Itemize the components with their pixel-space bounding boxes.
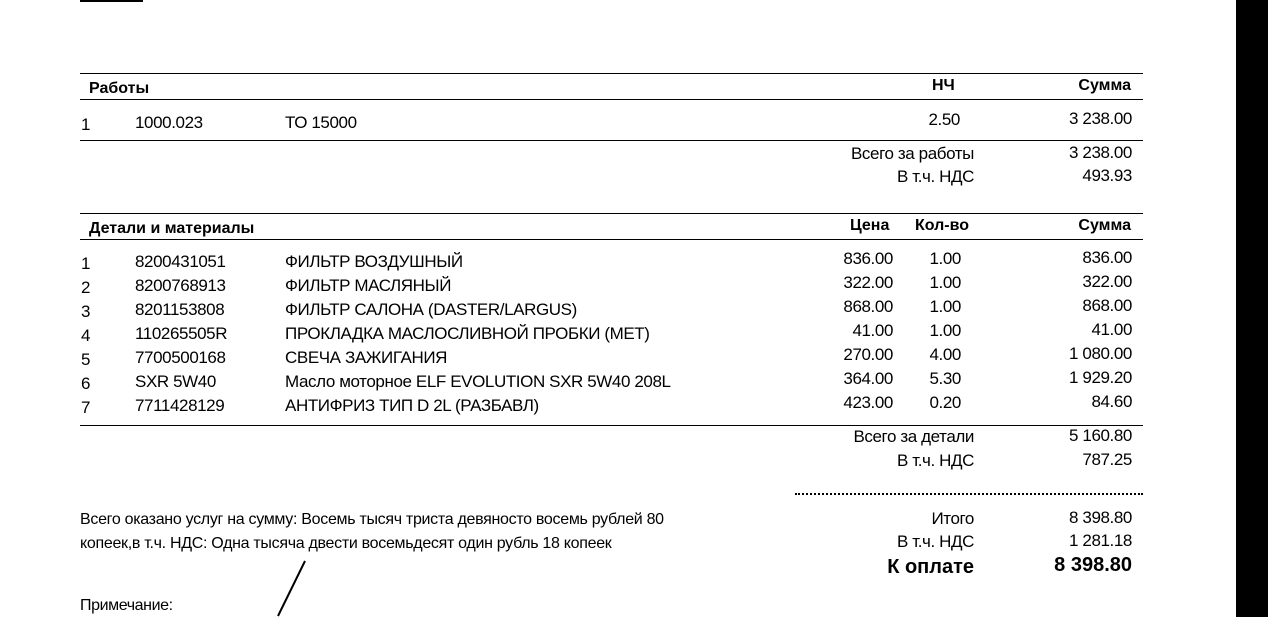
parts-total-value: 5 160.80 [1069, 426, 1132, 445]
works-row-code: 1000.023 [135, 113, 203, 132]
parts-row-number: 3 [81, 302, 91, 321]
parts-row-name: ФИЛЬТР САЛОНА (DASTER/LARGUS) [285, 300, 577, 319]
parts-row-number: 5 [81, 350, 91, 369]
parts-row-qty: 1.00 [929, 249, 961, 268]
works-section-label: Работы [89, 80, 150, 97]
parts-header-rule [80, 239, 1143, 240]
parts-top-rule [80, 213, 1143, 214]
parts-row-qty: 1.00 [929, 321, 961, 340]
parts-row-qty: 1.00 [929, 297, 961, 316]
works-vat-value: 493.93 [1082, 166, 1132, 185]
parts-row-name: ФИЛЬТР МАСЛЯНЫЙ [285, 276, 452, 295]
parts-row-qty: 5.30 [929, 369, 961, 388]
signature-stroke [270, 558, 310, 617]
parts-row-number: 1 [81, 254, 91, 273]
works-total-label: Всего за работы [850, 144, 974, 163]
parts-row-qty: 4.00 [929, 345, 961, 364]
parts-row-price: 423.00 [843, 393, 893, 412]
parts-row-number: 6 [81, 374, 91, 393]
parts-row-price: 364.00 [843, 369, 893, 388]
parts-row-sum: 41.00 [1091, 320, 1132, 339]
scan-edge-bar [1236, 0, 1268, 617]
amount-in-words-line2: копеек,в т.ч. НДС: Одна тысяча двести восемьдесят один рубль 18 копеек [80, 535, 612, 552]
parts-row-code: 8200431051 [135, 252, 226, 271]
summary-vat-label: В т.ч. НДС [896, 532, 974, 551]
parts-row-name: ПРОКЛАДКА МАСЛОСЛИВНОЙ ПРОБКИ (МЕТ) [285, 324, 650, 343]
parts-col-qty: Кол-во [915, 217, 970, 234]
parts-col-price: Цена [850, 217, 890, 234]
parts-row-name: СВЕЧА ЗАЖИГАНИЯ [285, 348, 448, 367]
parts-row-sum: 868.00 [1082, 296, 1132, 315]
parts-col-sum: Сумма [1078, 217, 1131, 234]
parts-row-code: 8200768913 [135, 276, 226, 295]
parts-row-price: 836.00 [843, 249, 893, 268]
parts-row-code: 7711428129 [135, 396, 225, 415]
parts-row-qty: 1.00 [929, 273, 961, 292]
parts-row-code: SXR 5W40 [135, 372, 216, 391]
parts-row-price: 41.00 [852, 321, 893, 340]
parts-row-number: 7 [81, 398, 91, 417]
parts-row-price: 868.00 [843, 297, 893, 316]
parts-vat-label: В т.ч. НДС [896, 451, 974, 470]
itogo-label: Итого [931, 509, 974, 528]
summary-vat-value: 1 281.18 [1069, 531, 1132, 550]
works-row-hours: 2.50 [928, 110, 960, 129]
parts-section-label: Детали и материалы [89, 220, 255, 237]
to-pay-value: 8 398.80 [1054, 554, 1132, 576]
works-total-value: 3 238.00 [1069, 143, 1132, 162]
parts-row-number: 2 [81, 278, 91, 297]
parts-row-sum: 322.00 [1082, 272, 1132, 291]
works-top-rule [80, 73, 1143, 74]
works-row-sum: 3 238.00 [1069, 109, 1132, 128]
summary-dotted-rule [795, 493, 1143, 495]
parts-row-price: 322.00 [843, 273, 893, 292]
works-header-rule [80, 99, 1143, 100]
parts-row-name: Масло моторное ELF EVOLUTION SXR 5W40 208L [285, 372, 671, 391]
parts-row-code: 110265505R [135, 324, 228, 343]
note-label: Примечание: [80, 597, 173, 614]
works-row-number: 1 [81, 115, 91, 134]
works-row-name: ТО 15000 [285, 113, 357, 132]
parts-vat-value: 787.25 [1082, 450, 1132, 469]
works-vat-label: В т.ч. НДС [896, 167, 974, 186]
top-corner-rule [80, 0, 143, 2]
parts-total-label: Всего за детали [853, 427, 974, 446]
to-pay-label: К оплате [887, 556, 974, 578]
parts-row-number: 4 [81, 326, 91, 345]
parts-bottom-rule [80, 425, 1143, 426]
itogo-value: 8 398.80 [1069, 508, 1132, 527]
parts-row-code: 8201153808 [135, 300, 225, 319]
parts-row-name: АНТИФРИЗ ТИП D 2L (РАЗБАВЛ) [285, 396, 539, 415]
works-col-hours: НЧ [932, 77, 955, 94]
parts-row-sum: 836.00 [1082, 248, 1132, 267]
parts-row-sum: 1 929.20 [1069, 368, 1132, 387]
parts-row-code: 7700500168 [135, 348, 226, 367]
parts-row-name: ФИЛЬТР ВОЗДУШНЫЙ [285, 252, 463, 271]
parts-row-sum: 1 080.00 [1069, 344, 1132, 363]
parts-row-qty: 0.20 [929, 393, 961, 412]
parts-row-price: 270.00 [843, 345, 893, 364]
works-col-sum: Сумма [1078, 77, 1131, 94]
parts-row-sum: 84.60 [1091, 392, 1132, 411]
works-bottom-rule [80, 140, 1143, 141]
amount-in-words-line1: Всего оказано услуг на сумму: Восемь тысяч триста девяносто восемь рублей 80 [80, 511, 664, 528]
